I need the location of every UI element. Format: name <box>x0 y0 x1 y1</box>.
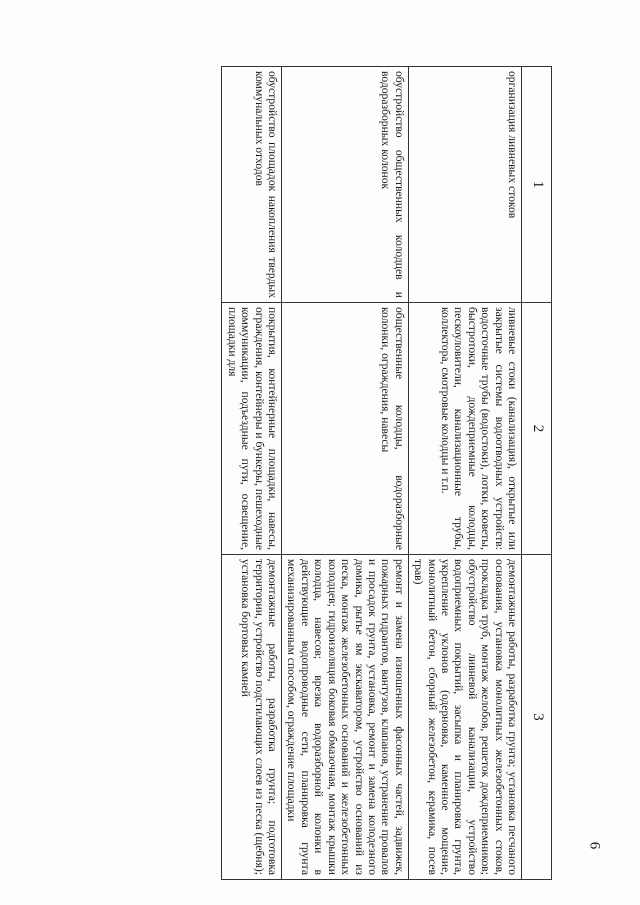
row-3-works: демонтажные работы, разработка грунта; подготовка территории, устройство подстилающих слоев из песка (щебня); установка бортовых камней <box>222 555 282 880</box>
row-2-elements: общественные колодцы, водоразборные колонки, ограждения, навесы <box>282 303 409 555</box>
table-row <box>408 67 521 880</box>
row-1-object: организация ливневых стоков <box>408 67 521 303</box>
row-3-object: обустройство площадок накопления твердых коммунальных отходов <box>222 67 282 303</box>
row-1-works: демонтажные работы, разработка грунта; установка песчаного основания, установка монолитных железобетонных стоков, прокладка труб, монтаж желобов, решеток дождеприемников; обустройство ливневой канализации, устройство водоприемных покрытий, засыпка и планировка грунта, укрепление уклонов (одерновка, каменное мощение, монолитный бетон, сборный железобетон, керамика, посев трав) <box>408 555 521 880</box>
header-col-3: 3 <box>522 555 552 880</box>
row-3-elements: покрытия, контейнерные площадки, навесы, ограждения, контейнеры и бункеры, пешеходные коммуникации, подъездные пути, освещение, площадки для <box>222 303 282 555</box>
page-number: 6 <box>586 841 603 850</box>
header-col-2: 2 <box>522 303 552 555</box>
header-col-1: 1 <box>522 67 552 303</box>
table-row <box>282 67 409 880</box>
table-row <box>222 67 282 880</box>
table-header-row <box>522 67 552 880</box>
row-2-object: обустройство общественных колодцев и водоразборных колонок <box>282 67 409 303</box>
row-1-elements: ливневые стоки (канализация), открытые или закрытые системы водоотводных устройств: водосточные трубы (водостоки), лотки, кюветы, быстротоки, дождеприемные колодцы, пескоуловители, канализационные трубы, коллектора, смотровые колодцы и т.п. <box>408 303 521 555</box>
row-2-works: ремонт и замена изношенных фасонных частей, задвижек, пожарных гидрантов, вантузов, клапанов, устранение провалов и просадок грунта, установка, ремонт и замена колодезного домика, рытье ям экскаватором, устройство оснований из песка, монтаж железобетонных оснований и железобетонных колодцев; гидроизоляция боковая обмазочная, монтаж крышки колодца, навесов; врезка водоразборной колонки в действующие водопроводные сети, планировка грунта механизированным способом, ограждение площадки <box>282 555 409 880</box>
works-table <box>221 66 552 880</box>
